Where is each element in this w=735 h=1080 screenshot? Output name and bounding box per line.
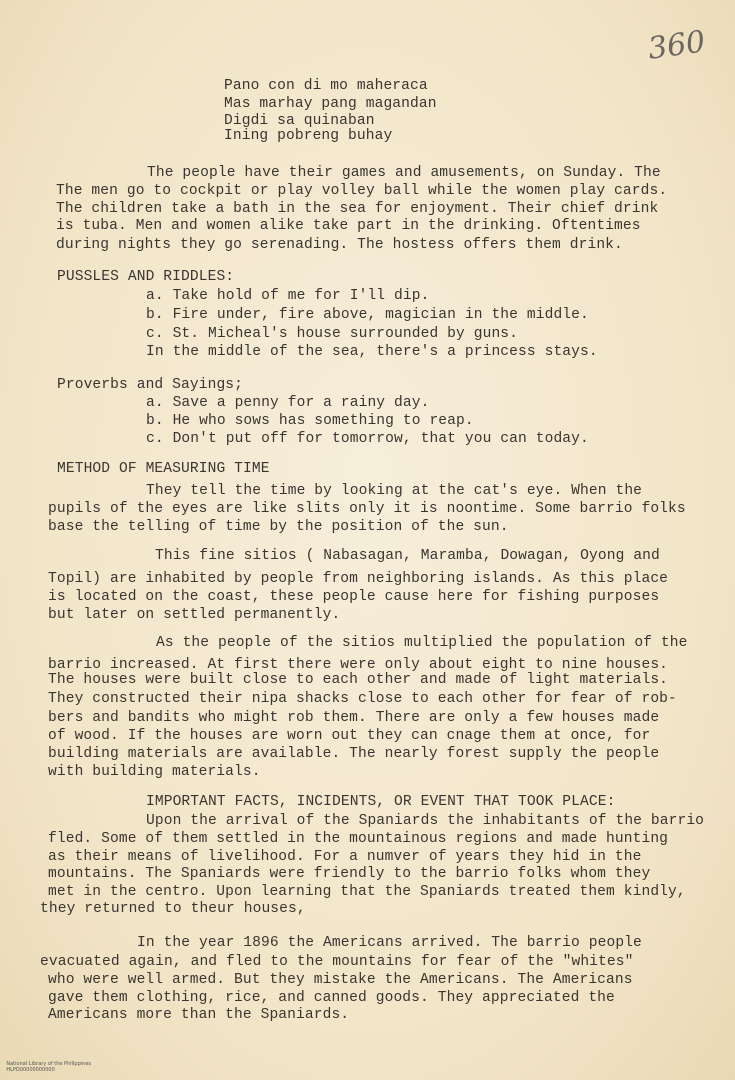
- list-item: b. He who sows has something to reap.: [146, 413, 474, 429]
- paragraph-line: as their means of livelihood. For a numver of years they hid in the: [48, 849, 642, 865]
- paragraph-line: This fine sitios ( Nabasagan, Maramba, Dowagan, Oyong and: [155, 548, 660, 564]
- paragraph-line: base the telling of time by the position of the sun.: [48, 519, 509, 535]
- list-item: a. Take hold of me for I'll dip.: [146, 288, 430, 304]
- list-item: a. Save a penny for a rainy day.: [146, 395, 430, 411]
- paragraph-line: Upon the arrival of the Spaniards the inhabitants of the barrio: [146, 813, 705, 829]
- paragraph-line: mountains. The Spaniards were friendly to the barrio folks whom they: [48, 866, 651, 882]
- paragraph-line: evacuated again, and fled to the mountains for fear of the "whites": [40, 954, 634, 970]
- paragraph-line: bers and bandits who might rob them. There are only a few houses made: [48, 710, 660, 726]
- poem-line: Pano con di mo maheraca: [224, 78, 428, 94]
- paragraph-line: barrio increased. At first there were only about eight to nine houses.: [48, 657, 669, 673]
- section-heading: IMPORTANT FACTS, INCIDENTS, OR EVENT THAT TOOK PLACE:: [146, 794, 616, 810]
- footer-id: HLPD00000000000: [6, 1067, 55, 1073]
- paragraph-line: they returned to theur houses,: [40, 901, 306, 917]
- section-heading: METHOD OF MEASURING TIME: [57, 461, 270, 477]
- list-item: b. Fire under, fire above, magician in the middle.: [146, 307, 589, 323]
- paragraph-line: who were well armed. But they mistake the Americans. The Americans: [48, 972, 633, 988]
- footer-source: National Library of the Philippines: [6, 1061, 91, 1067]
- paragraph-line: As the people of the sitios multiplied the population of the: [156, 635, 688, 651]
- paragraph-line: building materials are available. The nearly forest supply the people: [48, 746, 660, 762]
- paragraph-line: pupils of the eyes are like slits only it is noontime. Some barrio folks: [48, 501, 686, 517]
- paragraph-line: is located on the coast, these people cause here for fishing purposes: [48, 589, 660, 605]
- poem-line: Mas marhay pang magandan: [224, 96, 437, 112]
- poem-line: Ining pobreng buhay: [224, 128, 393, 144]
- list-item: c. St. Micheal's house surrounded by guns.: [146, 326, 519, 342]
- page-number: 360: [645, 24, 708, 67]
- scan-footer: [0, 1055, 105, 1079]
- paragraph-line: The men go to cockpit or play volley ball while the women play cards.: [56, 183, 668, 199]
- paragraph-line: gave them clothing, rice, and canned goods. They appreciated the: [48, 990, 615, 1006]
- poem-line: Digdi sa quinaban: [224, 113, 375, 129]
- paragraph-line: Americans more than the Spaniards.: [48, 1007, 350, 1023]
- paragraph-line: They tell the time by looking at the cat's eye. When the: [146, 483, 643, 499]
- paragraph-line: fled. Some of them settled in the mountainous regions and made hunting: [48, 831, 669, 847]
- paragraph-line: In the year 1896 the Americans arrived. The barrio people: [137, 935, 642, 951]
- paragraph-line: The children take a bath in the sea for enjoyment. Their chief drink: [56, 201, 659, 217]
- list-item: c. Don't put off for tomorrow, that you can today.: [146, 431, 589, 447]
- paragraph-line: of wood. If the houses are worn out they can cnage them at once, for: [48, 728, 651, 744]
- list-item: In the middle of the sea, there's a princess stays.: [146, 344, 598, 360]
- paragraph-line: They constructed their nipa shacks close to each other for fear of rob-: [48, 691, 677, 707]
- section-heading: PUSSLES AND RIDDLES:: [57, 269, 235, 285]
- paragraph-line: is tuba. Men and women alike take part in the drinking. Oftentimes: [56, 218, 641, 234]
- paragraph-line: during nights they go serenading. The hostess offers them drink.: [56, 237, 623, 253]
- paragraph-line: with building materials.: [48, 764, 261, 780]
- paragraph-line: The houses were built close to each other and made of light materials.: [48, 672, 669, 688]
- paragraph-line: Topil) are inhabited by people from neighboring islands. As this place: [48, 571, 669, 587]
- paragraph-line: met in the centro. Upon learning that the Spaniards treated them kindly,: [48, 884, 686, 900]
- paragraph-line: but later on settled permanently.: [48, 607, 341, 623]
- paragraph-line: The people have their games and amusements, on Sunday. The: [147, 165, 661, 181]
- section-heading: Proverbs and Sayings;: [57, 377, 244, 393]
